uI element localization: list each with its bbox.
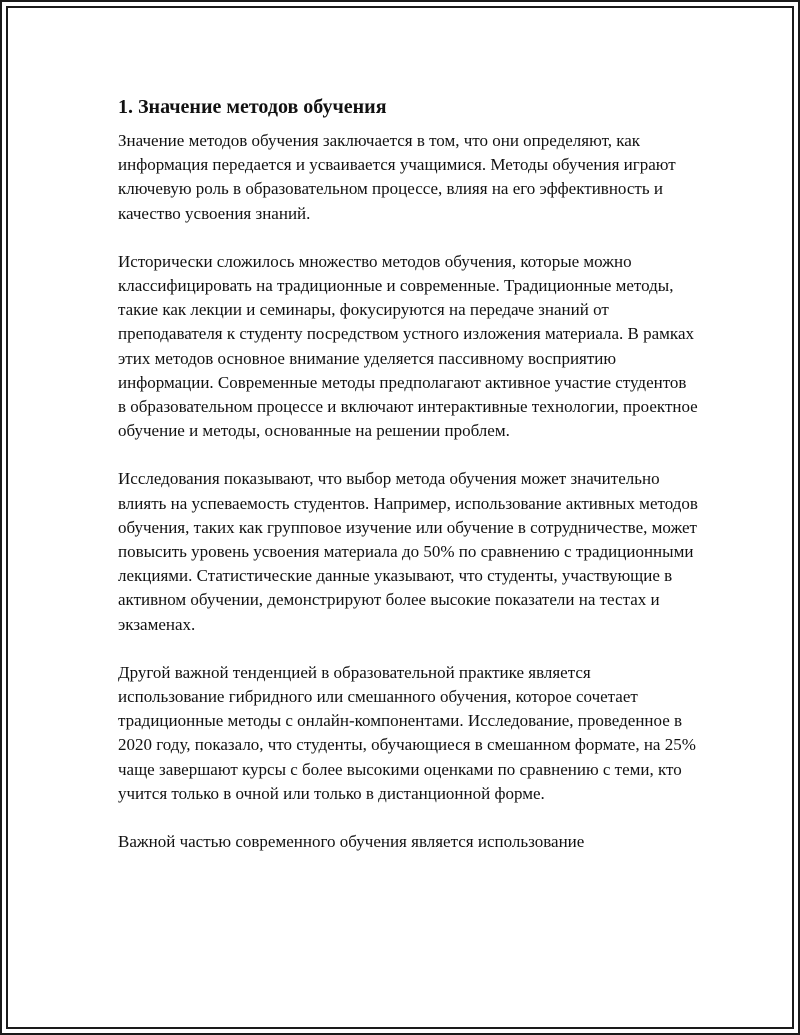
paragraph-4: Другой важной тенденцией в образовательной практике является использование гибридного или смешанного обучения, которое сочетает традиционные методы с онлайн-компонентами. Исследование, проведенное в 2020 году, показало, что студенты, обучающиеся в смешанном формате, на 25% чаще завершают курсы с более высокими оценками по сравнению с теми, кто учится только в очной или только в дистанционной форме.	[118, 662, 696, 803]
paragraph-3: Исследования показывают, что выбор метода обучения может значительно влиять на успеваемость студентов. Например, использование активных методов обучения, таких как групповое изучение или обучение в сотрудничестве, может повысить уровень усвоения материала до 50% по сравнению с традиционными лекциями. Статистические данные указывают, что студенты, участвующие в активном обучении, демонстрируют более высокие показатели на тестах и экзаменах.	[118, 469, 698, 634]
document-body	[118, 93, 698, 878]
section-heading: 1. Значение методов обучения	[118, 96, 387, 118]
paragraph-2: Исторически сложилось множество методов обучения, которые можно классифицировать на традиционные и современные. Традиционные методы, такие как лекции и семинары, фокусируются на передаче знаний от преподавателя к студенту посредством устного изложения материала. В рамках этих методов основное внимание уделяется пассивному восприятию информации. Современные методы предполагают активное участие студентов в образовательном процессе и включают интерактивные технологии, проектное обучение и методы, основанные на решении проблем.	[118, 251, 698, 441]
paragraph-1: Значение методов обучения заключается в том, что они определяют, как информация передается и усваивается учащимися. Методы обучения играют ключевую роль в образовательном процессе, влияя на его эффективность и качество усвоения знаний.	[118, 131, 676, 223]
paragraph-5: Важной частью современного обучения является использование	[118, 832, 585, 852]
